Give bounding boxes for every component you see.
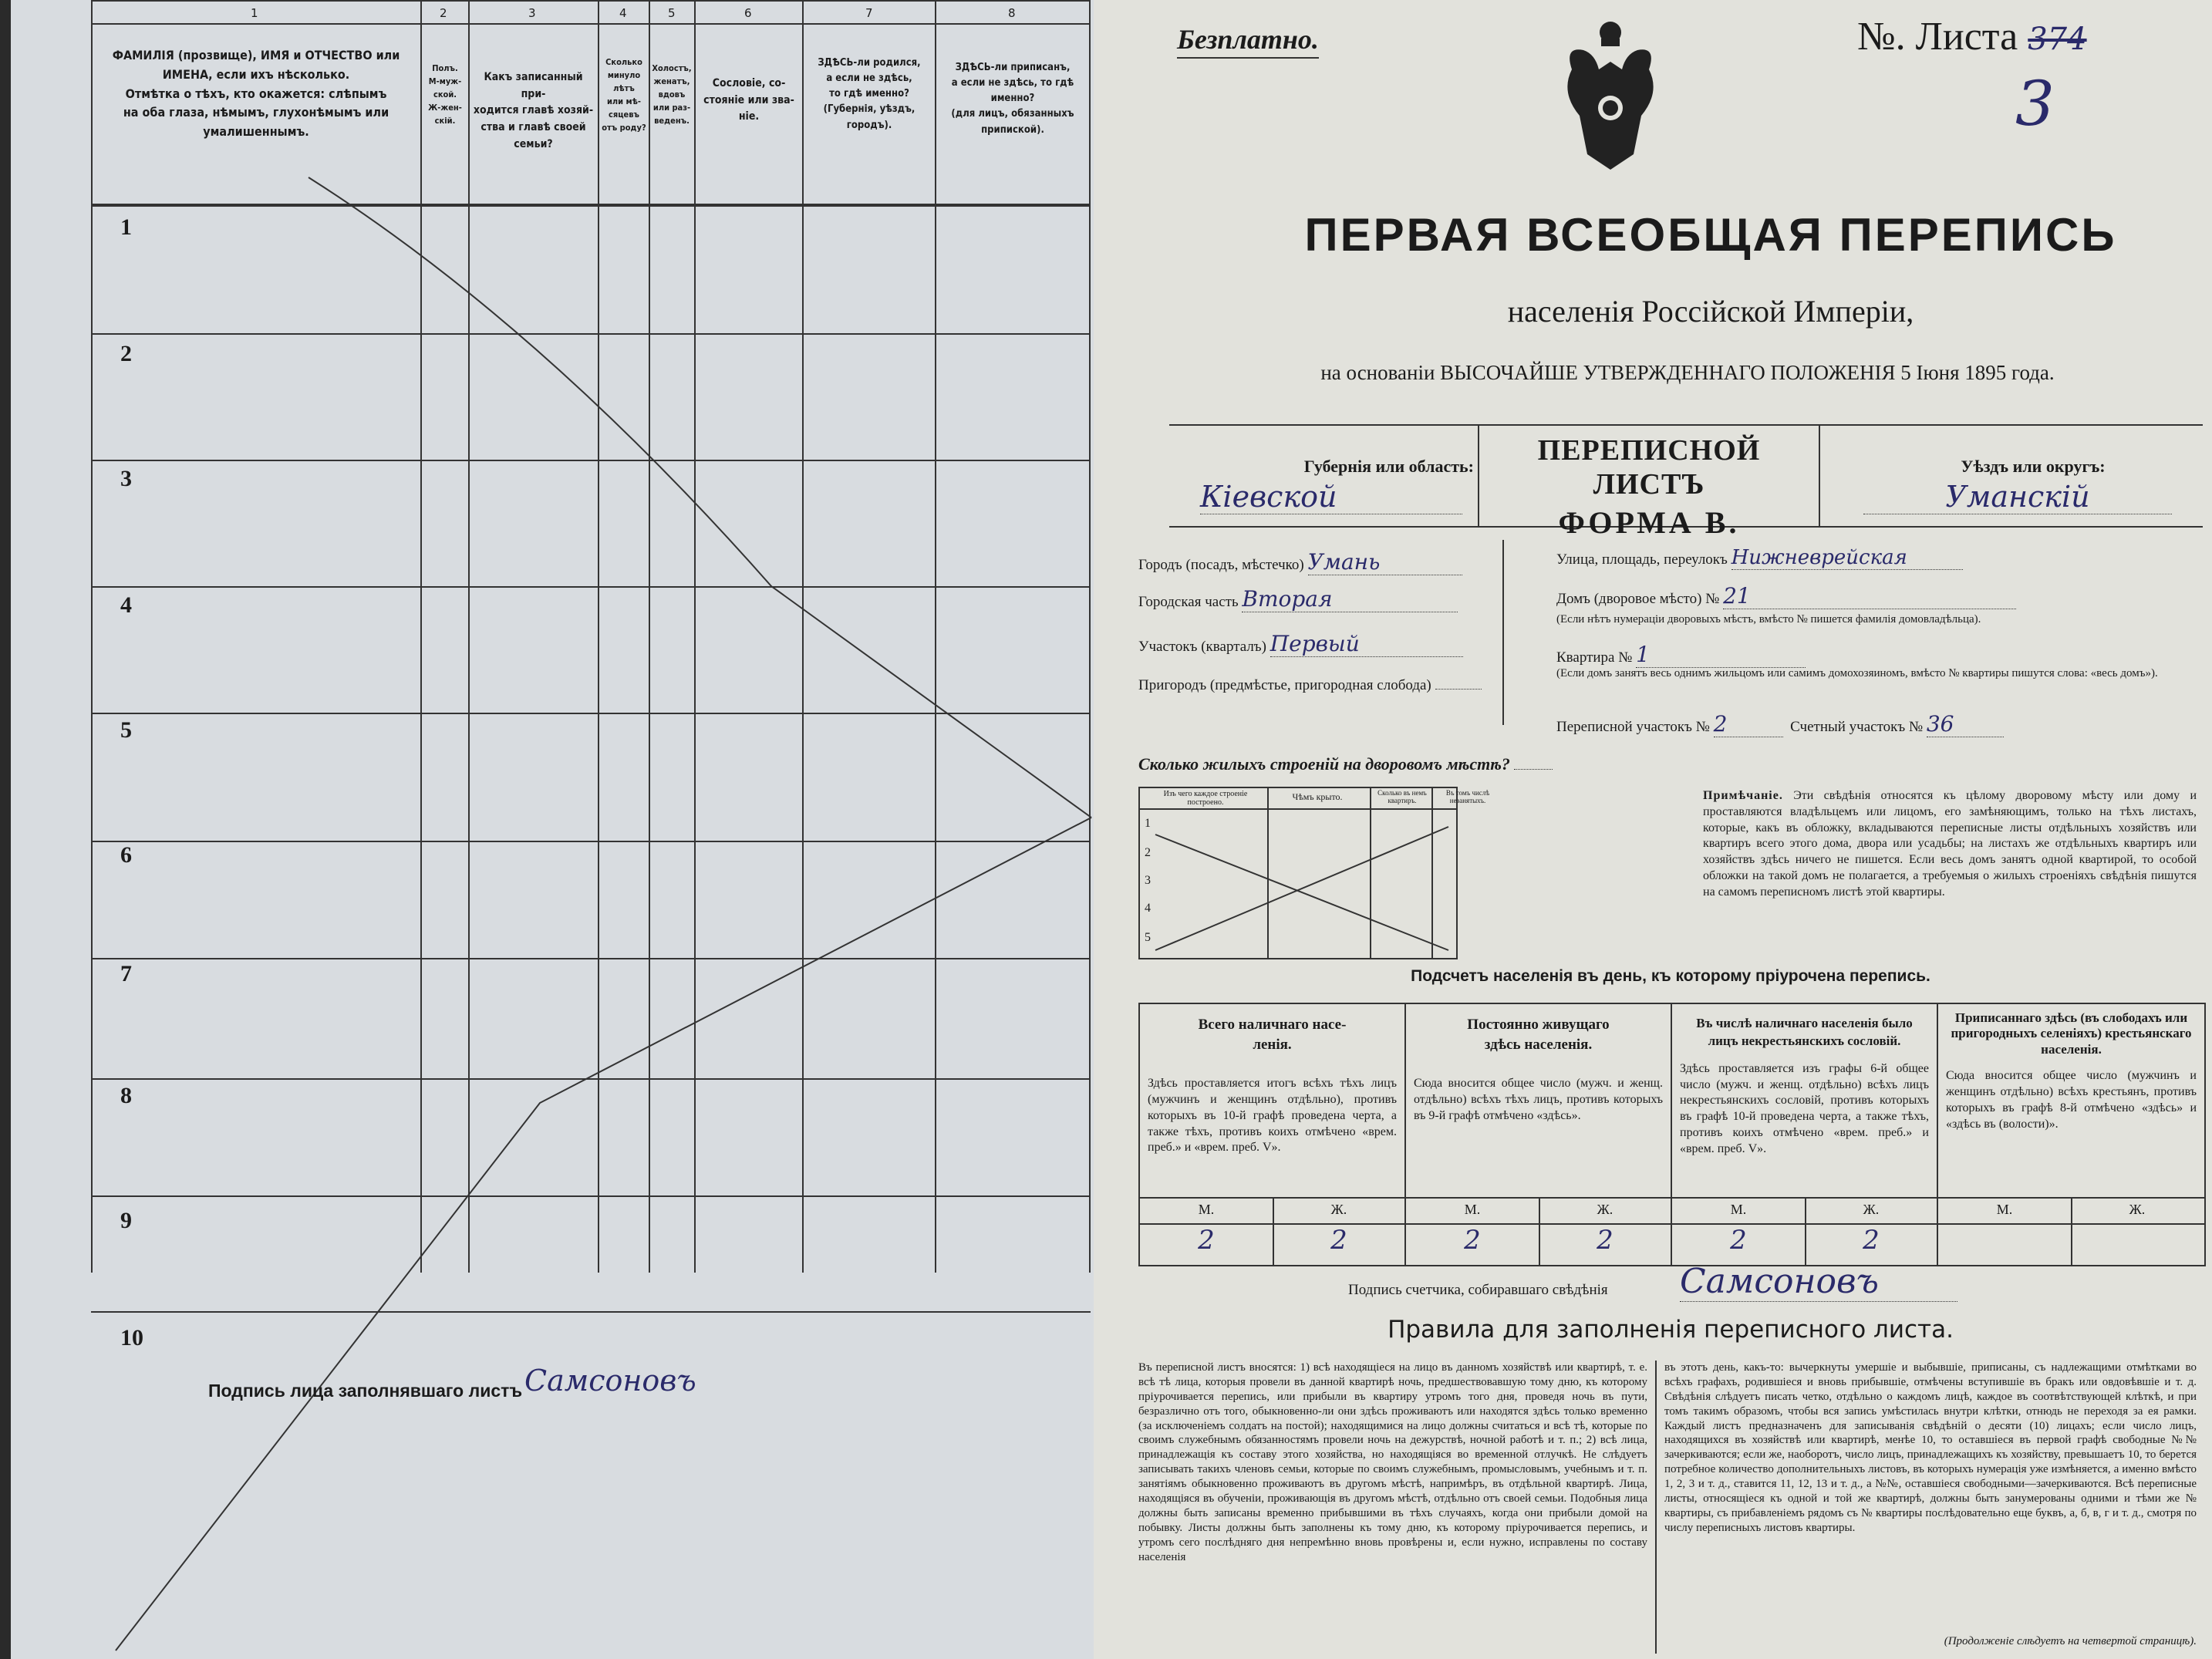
zh-label: Ж.: [1597, 1202, 1613, 1217]
column-header-birthplace: ЗДѢСЬ-ли родился, а если не здѣсь, то гдѣ именно? (Губернія, уѣздъ, городъ).: [818, 57, 921, 131]
column-header-age: Сколько минуло лѣтъ или мѣ- сяцевъ отъ роду?: [602, 57, 646, 133]
house-note: (Если нѣтъ нумераціи дворовыхъ мѣстъ, вмѣсто № пишется фамилія домовладѣльца).: [1556, 613, 1981, 625]
m-label: М.: [1464, 1202, 1481, 1217]
row-number: 8: [120, 1083, 132, 1108]
column-number: 1: [251, 6, 258, 20]
column-header-estate: Сословіе, со- стояніе или зва- ніе.: [703, 77, 794, 123]
count-value-zh: 2: [1597, 1225, 1613, 1256]
left-page: [0, 0, 1094, 1659]
header-box: [1169, 424, 2203, 540]
buildings-header: Изъ чего каждое строеніе построено.: [1163, 790, 1248, 807]
count-column-permanent: [1406, 1004, 1672, 1265]
zh-label: Ж.: [1863, 1202, 1880, 1217]
street-row: Улица, площадь, переулокъ Нижневрейская: [1556, 546, 1963, 570]
sheet-number-label: №. Листа 374: [1857, 15, 2087, 59]
buildings-row-number: 5: [1145, 931, 1151, 944]
rules-continue-note: (Продолженіе слѣдуетъ на четвертой страницѣ).: [1944, 1635, 2197, 1647]
count-value-zh: 2: [1330, 1225, 1347, 1256]
m-label: М.: [1996, 1202, 2013, 1217]
row-number: 1: [120, 214, 132, 240]
count-column-non-peasant: [1672, 1004, 1938, 1265]
column-number: 8: [1008, 6, 1016, 20]
double-headed-eagle-icon: [1556, 15, 1664, 185]
house-row: Домъ (дворовое мѣсто) № 21: [1556, 583, 2016, 609]
street-value: Нижневрейская: [1731, 546, 1963, 570]
count-value-m: 2: [1198, 1225, 1215, 1256]
right-page: [1094, 0, 2212, 1659]
form-title-1: ПЕРЕПИСНОЙ ЛИСТЪ: [1537, 434, 1761, 501]
row-number: 5: [120, 717, 132, 743]
count-value-m: 2: [1730, 1225, 1747, 1256]
basis-line: на основаніи ВЫСОЧАЙШЕ УТВЕРЖДЕННАГО ПОЛОЖЕНІЯ 5 Іюня 1895 года.: [1320, 361, 2055, 384]
column-number: 3: [528, 6, 536, 20]
rules-column-2: въ этотъ день, какъ-то: вычеркнуты умершіе и выбывшіе, приписаны, съ надлежащими отмѣтками во всѣхъ графахъ, родившіеся и вновь прибывшіе, отмѣчены вступившіе въ бракъ или овдовѣвшіе и т. д. Свѣдѣнія слѣдуетъ писать четко, отдѣльно о каждомъ лицѣ, каждое въ соотвѣтствующей клѣткѣ, и при томъ такимъ образомъ, чтобы вся запись умѣстилась внутри клѣтки, отнюдь не переходя за ея рамки. Каждый листъ предназначенъ для записыванія свѣдѣній о десяти (10) лицахъ; если число лицъ, находящихся въ хозяйствѣ или квартирѣ, менѣе 10, то оставшіеся въ первой графѣ свободные №№ зачеркиваются; если же, наоборотъ, число лицъ, принадлежащихъ къ хозяйству, превышаетъ 10, то берется потребное количество дополнительныхъ листовъ, въ которыхъ нумерація уже измѣняется, а именно вмѣсто 1, 2, 3 и т. д., ставится 11, 12, 13 и т. д., а №№, оставшіеся свободными—зачеркиваются. Всѣ переписные листы, относящіеся къ одной и той же квартирѣ, должны быть занумерованы одними и тѣми же № квартиры, съ прибавленіемъ рядомъ съ № квартиры послѣдовательно еще буквъ, а, б, в, г и т. д., смотря по числу переписныхъ листовъ квартиры.: [1664, 1361, 2197, 1534]
subtitle: населенія Россійской Имперіи,: [1507, 294, 1914, 329]
count-column-total: [1140, 1004, 1406, 1265]
apt-value: 1: [1636, 642, 1806, 668]
count-header: Въ числѣ наличнаго населенія было лицъ некрестьянскихъ сословій.: [1696, 1016, 1913, 1048]
counter-signature-label: Подпись счетчика, собиравшаго свѣдѣнія: [1348, 1282, 1608, 1298]
buildings-table: [1138, 787, 1490, 959]
buildings-question: Сколько жилыхъ строеній на дворовомъ мѣстѣ?: [1138, 754, 1553, 774]
count-header: Постоянно живущаго здѣсь населенія.: [1467, 1017, 1610, 1053]
row-number: 10: [120, 1325, 143, 1350]
column-number: 7: [865, 6, 873, 20]
rules-column-1: Въ переписной листъ вносятся: 1) всѣ находящіеся на лицо въ данномъ хозяйствѣ или квартирѣ, т. е. всѣ тѣ лица, которыя провели въ данной квартирѣ ночь, предшествовавшую тому дню, къ которому пріурочивается перепись, или прибыли въ квартиру утромъ того дня, проведя ночь въ пути, безразлично отъ того, обыкновенно-ли они здѣсь проживаютъ или находятся здѣсь только временно (за исключеніемъ солдатъ на постой); находящимися на лицо должны считаться и всѣ тѣ, которые по своимъ служебнымъ обязанностямъ провели ночь на дежурствѣ, ночной работѣ и т. п.; 2) всѣ лица, принадлежащія къ составу этого хозяйства, но находящіяся во временной отлучкѣ. Не слѣдуетъ записывать такихъ членовъ семьи, которые по своимъ служебнымъ, промысловымъ, учебнымъ и т. п. занятіямъ обыкновенно проживаютъ въ другомъ мѣстѣ, напримѣръ, въ отдѣльной квартирѣ. Лица, находящіяся въ обученіи, проживающія въ другомъ мѣстѣ, отдѣльно отъ своей семьи. Подобныя лица должны быть записаны временно прибывшими въ тѣхъ случаяхъ, когда они прибыли домой на побывку. Листы должны быть заполнены къ тому дню, къ которому пріурочивается перепись, и утромъ сего послѣдняго дня непремѣнно вновь провѣрены и, если нужно, исправлены по составу населенія: [1138, 1361, 1647, 1563]
census-area-row: Переписной участокъ № 2 Счетный участокъ № 36: [1556, 711, 2004, 737]
m-label: М.: [1730, 1202, 1747, 1217]
count-body: Здѣсь проставляется изъ графы 6-й общее число (мужч. и женщ. отдѣльно) всѣхъ лицъ некрестьянскихъ сословій, противъ которыхъ въ графѣ 10-й проведена черта, а также тѣхъ, противъ коихъ отмѣчено «врем. преб.» и «врем. преб. V».: [1680, 1061, 1929, 1155]
apt-row: Квартира № 1: [1556, 642, 1806, 668]
city-value: Умань: [1308, 549, 1462, 575]
column-number: 4: [619, 6, 627, 20]
row-number: 2: [120, 341, 132, 366]
count-body: Сюда вносится общее число (мужчинъ и женщинъ отдѣльно) всѣхъ крестьянъ, противъ которыхъ въ графѣ 8-й отмѣчено «здѣсь» и «здѣсь въ (волости)».: [1946, 1069, 2197, 1131]
district-label: Уѣздъ или округъ:: [1961, 457, 2106, 476]
count-header: Приписаннаго здѣсь (въ слободахъ или пригородныхъ селеніяхъ) крестьянскаго населенія.: [1951, 1010, 2192, 1057]
count-value-zh: 2: [1863, 1225, 1880, 1256]
district-value: Уманскій: [1863, 480, 2172, 514]
row-number: 4: [120, 592, 132, 618]
city-part-row: Городская часть Вторая: [1138, 586, 1458, 612]
note-block: Примѣчаніе. Эти свѣдѣнія относятся къ цѣлому дворовому мѣсту или дому и проставляются владѣльцемъ или лицомъ, его замѣняющимъ, только на тѣхъ листахъ, которые, какъ въ обложку, вкладываются переписные листы отдѣльныхъ хозяйствъ или квартиръ всего этого дома, двора или усадьбы; на листахъ же отдѣльныхъ квартиръ или хозяйствъ здѣсь ничего не пишется. Если весь домъ занятъ одной квартирой, то особой обложки на такой домъ не полагается, а требуемыя о жилыхъ строеніяхъ свѣдѣнія пишутся на самомъ переписномъ листѣ этой квартиры.: [1703, 789, 2197, 899]
zh-label: Ж.: [2129, 1202, 2146, 1217]
province-value: Кіевской: [1200, 480, 1462, 514]
column-number: 6: [744, 6, 752, 20]
count-area-value: 36: [1927, 711, 2004, 737]
count-table: [1138, 1003, 2206, 1266]
count-title: Подсчетъ населенія въ день, къ которому пріурочена перепись.: [1411, 967, 1930, 985]
column-header-marital: Холостъ, женатъ, вдовъ или раз- веденъ.: [652, 63, 692, 126]
main-title: ПЕРВАЯ ВСЕОБЩАЯ ПЕРЕПИСЬ: [1304, 209, 2117, 261]
province-cell: [1169, 426, 1479, 526]
column-header-registered: ЗДѢСЬ-ли приписанъ, а если не здѣсь, то гдѣ именно? (для лицъ, обязанныхъ припиской).: [951, 62, 1074, 136]
count-body: Сюда вносится общее число (мужч. и женщ. отдѣльно) всѣхъ тѣхъ лицъ, противъ которыхъ въ 9-й графѣ отмѣчено «здѣсь».: [1414, 1077, 1663, 1122]
form-title-2: ФОРМА В.: [1558, 505, 1740, 540]
signature-label: Подпись лица заполнявшаго листъ: [208, 1381, 523, 1401]
column-header-name: ФАМИЛІЯ (прозвище), ИМЯ и ОТЧЕСТВО или ИМЕНА, если ихъ нѣсколько. Отмѣтка о тѣхъ, кто окажется: слѣпымъ на оба глаза, нѣмымъ, глухонѣмымъ или умалишеннымъ.: [112, 48, 400, 140]
m-label: М.: [1198, 1202, 1215, 1217]
apt-note: (Если домъ занятъ весь однимъ жильцомъ или самимъ домохозяиномъ, вмѣсто № квартиры пишутся слова: «весь домъ»).: [1556, 667, 2158, 679]
strike-through-lines: [0, 0, 1094, 1659]
count-header: Всего наличнаго насе- ленія.: [1198, 1017, 1347, 1053]
row-number: 3: [120, 466, 132, 491]
buildings-row-number: 2: [1145, 846, 1151, 859]
count-column-peasant: [1938, 1004, 2204, 1265]
sheet-number-struck: 374: [2028, 22, 2087, 57]
city-part-value: Вторая: [1242, 586, 1458, 612]
row-number: 7: [120, 961, 132, 986]
city-row: Городъ (посадъ, мѣстечко) Умань: [1138, 549, 1462, 575]
buildings-header: Чѣмъ крыто.: [1292, 791, 1343, 802]
address-divider: [1502, 540, 1504, 725]
strike-through-lines: [1140, 788, 1456, 958]
column-header-relation: Какъ записанный при- ходится главѣ хозяй- ства и главѣ своей семьи?: [473, 71, 594, 150]
column-number: 5: [668, 6, 676, 20]
row-number: 6: [120, 842, 132, 868]
rules-divider: [1655, 1361, 1657, 1654]
free-label: Безплатно.: [1177, 23, 1319, 59]
signature-value: Самсоновъ: [524, 1364, 696, 1398]
census-area-value: 2: [1714, 711, 1783, 737]
column-header-sex: Полъ. М-муж- ской. Ж-жен- скій.: [428, 63, 462, 126]
column-number: 2: [440, 6, 447, 20]
buildings-header: Въ томъ числѣ незанятыхъ.: [1445, 789, 1490, 804]
precinct-value: Первый: [1270, 631, 1463, 657]
count-value-m: 2: [1464, 1225, 1481, 1256]
counter-signature-value: Самсоновъ: [1680, 1262, 1957, 1302]
row-number: 9: [120, 1208, 132, 1233]
sheet-number-new: 3: [2015, 68, 2055, 140]
buildings-row-number: 3: [1145, 874, 1151, 887]
province-label: Губернія или область:: [1303, 457, 1474, 476]
rules-title: Правила для заполненія переписного листа.: [1388, 1316, 1954, 1344]
count-body: Здѣсь проставляется итогъ всѣхъ тѣхъ лицъ (мужчинъ и женщинъ отдѣльно), противъ которыхъ въ 10-й графѣ проведена черта, а также тѣхъ, противъ коихъ отмѣчено «врем. преб.» и «врем. преб. V».: [1148, 1077, 1397, 1155]
buildings-header: Сколько въ немъ квартиръ.: [1377, 789, 1427, 804]
form-title-cell: [1479, 426, 1820, 540]
buildings-row-number: 1: [1145, 817, 1151, 830]
zh-label: Ж.: [1330, 1202, 1347, 1217]
house-value: 21: [1723, 583, 2016, 609]
precinct-row: Участокъ (кварталъ) Первый: [1138, 631, 1463, 657]
suburb-row: Пригородъ (предмѣстье, пригородная слобода): [1138, 677, 1482, 694]
buildings-row-number: 4: [1145, 902, 1151, 915]
